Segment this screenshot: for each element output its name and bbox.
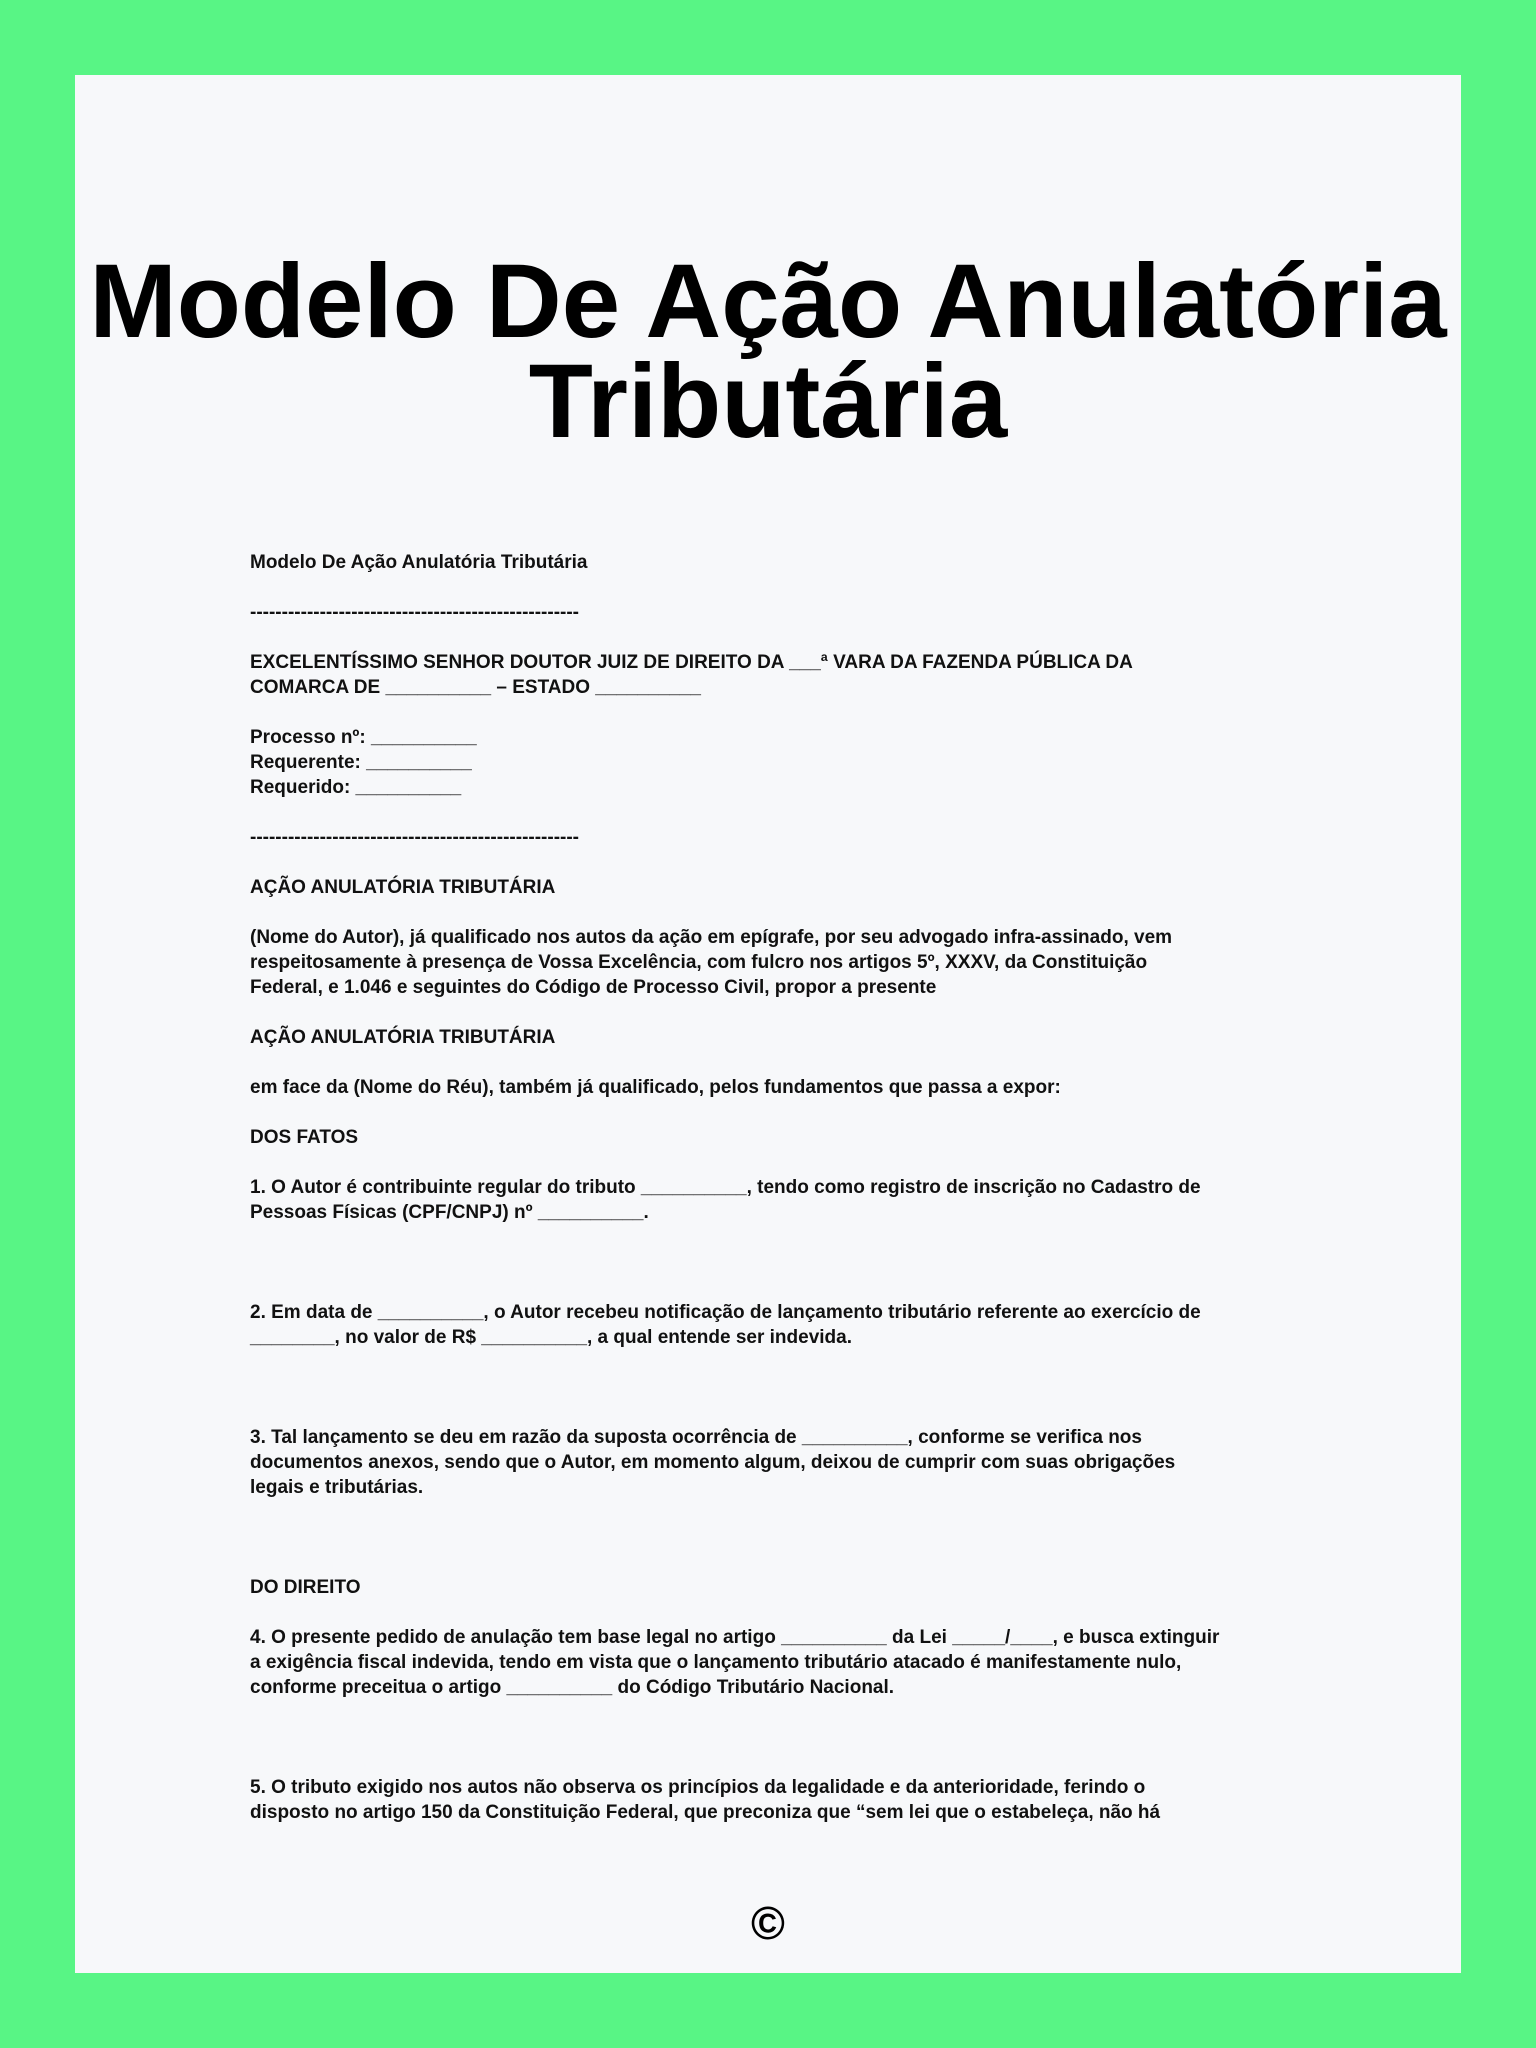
paragraph-4-line-1: 4. O presente pedido de anulação tem base legal no artigo __________ da Lei _____/____, e busca extinguir (250, 1627, 1220, 1648)
paragraph-5-line-1: 5. O tributo exigido nos autos não observa os princípios da legalidade e da anterioridade, ferindo o (250, 1777, 1146, 1798)
against-line: em face da (Nome do Réu), também já qualificado, pelos fundamentos que passa a expor: (250, 1077, 1061, 1098)
action-title: AÇÃO ANULATÓRIA TRIBUTÁRIA (250, 877, 556, 898)
processo-field: Processo nº: __________ (250, 727, 477, 748)
separator-line: ---------------------------------------------------- (250, 827, 580, 848)
document-heading: Modelo De Ação Anulatória Tributária (250, 552, 588, 573)
requerido-field: Requerido: __________ (250, 777, 462, 798)
page-title-line-2: Tributária (528, 343, 1008, 460)
action-title: AÇÃO ANULATÓRIA TRIBUTÁRIA (250, 1027, 556, 1048)
copyright-icon: © (751, 1897, 785, 1949)
paragraph-3-line-3: legais e tributárias. (250, 1477, 424, 1498)
paragraph-2-line-2: ________, no valor de R$ __________, a qual entende ser indevida. (250, 1327, 852, 1348)
intro-line-1: (Nome do Autor), já qualificado nos autos da ação em epígrafe, por seu advogado infra-assinado, vem (250, 927, 1173, 948)
paragraph-3-line-1: 3. Tal lançamento se deu em razão da suposta ocorrência de __________, conforme se verifica nos (250, 1427, 1142, 1448)
intro-line-2: respeitosamente à presença de Vossa Excelência, com fulcro nos artigos 5º, XXXV, da Constituição (250, 952, 1148, 973)
document-page (75, 75, 1461, 1973)
paragraph-3-line-2: documentos anexos, sendo que o Autor, em momento algum, deixou de cumprir com suas obrigações (250, 1452, 1176, 1473)
paragraph-5-line-2: disposto no artigo 150 da Constituição Federal, que preconiza que “sem lei que o estabeleça, não há (250, 1802, 1161, 1823)
page-title (75, 243, 1461, 460)
paragraph-4-line-3: conforme preceitua o artigo __________ do Código Tributário Nacional. (250, 1677, 895, 1698)
document-body (250, 550, 1360, 1825)
address-line-1: EXCELENTÍSSIMO SENHOR DOUTOR JUIZ DE DIREITO DA ___ª VARA DA FAZENDA PÚBLICA DA (250, 652, 1133, 673)
intro-line-3: Federal, e 1.046 e seguintes do Código de Processo Civil, propor a presente (250, 977, 937, 998)
section-heading-facts: DOS FATOS (250, 1127, 359, 1148)
page-title-line-1: Modelo De Ação Anulatória (89, 243, 1447, 360)
separator-line: ---------------------------------------------------- (250, 602, 580, 623)
paragraph-1-line-2: Pessoas Físicas (CPF/CNPJ) nº __________. (250, 1202, 649, 1223)
address-line-2: COMARCA DE __________ – ESTADO __________ (250, 677, 701, 698)
section-heading-law: DO DIREITO (250, 1577, 361, 1598)
paragraph-1-line-1: 1. O Autor é contribuinte regular do tributo __________, tendo como registro de inscrição no Cadastro de (250, 1177, 1201, 1198)
requerente-field: Requerente: __________ (250, 752, 472, 773)
paragraph-2-line-1: 2. Em data de __________, o Autor recebeu notificação de lançamento tributário referente ao exercício de (250, 1302, 1201, 1323)
paragraph-4-line-2: a exigência fiscal indevida, tendo em vista que o lançamento tributário atacado é manifestamente nulo, (250, 1652, 1182, 1673)
